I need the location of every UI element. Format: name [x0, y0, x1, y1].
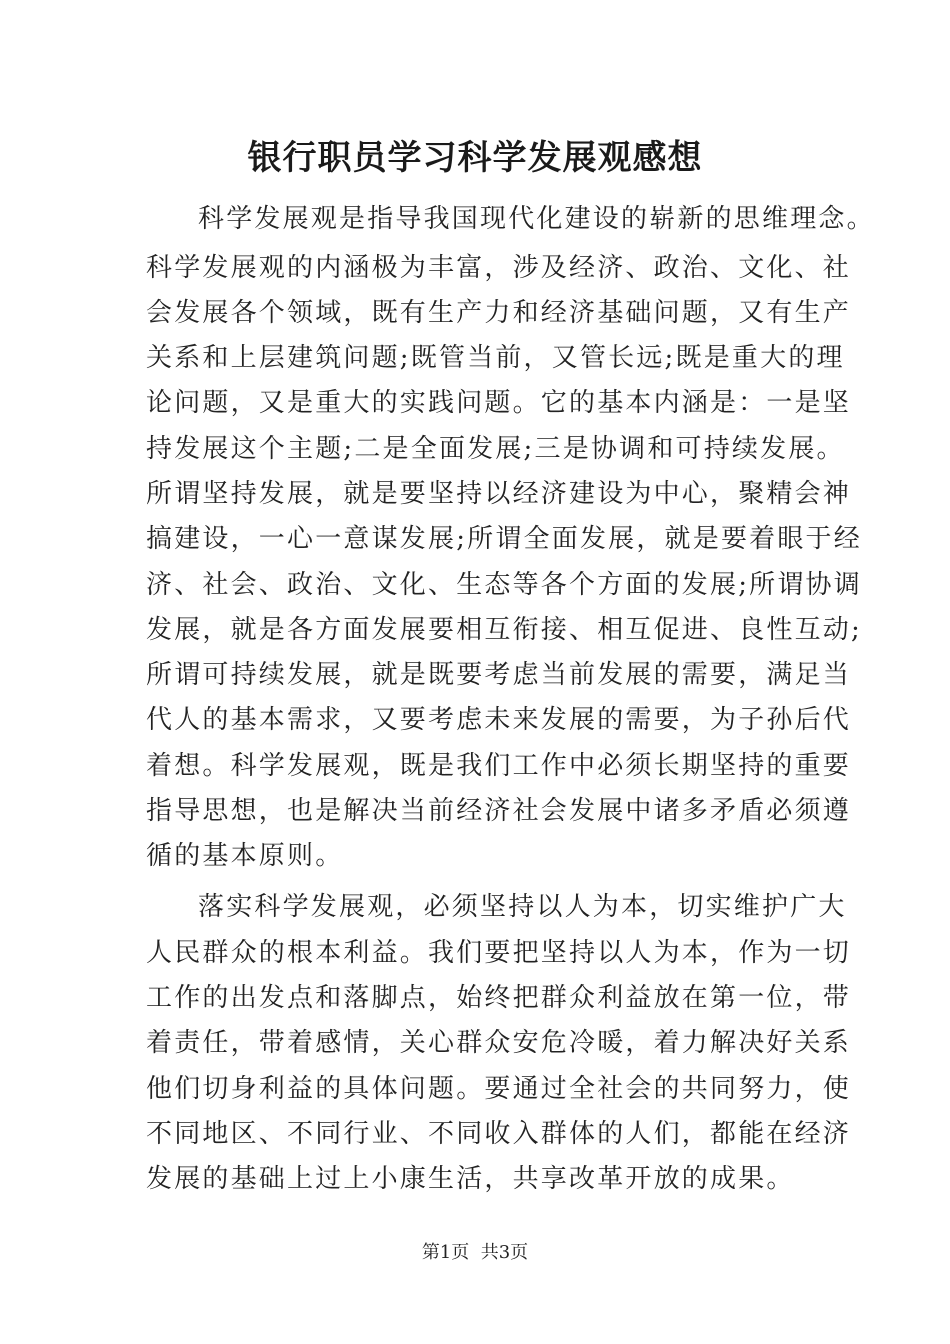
text-line: 着想。科学发展观，既是我们工作中必须长期坚持的重要 — [146, 751, 852, 781]
document-title: 银行职员学习科学发展观感想 — [247, 138, 703, 178]
text-line: 关系和上层建筑问题;既管当前，又管长远;既是重大的理 — [146, 343, 845, 373]
text-line: 他们切身利益的具体问题。要通过全社会的共同努力，使 — [146, 1074, 852, 1104]
text-line: 科学发展观是指导我国现代化建设的崭新的思维理念。 — [198, 204, 875, 234]
text-line: 所谓坚持发展，就是要坚持以经济建设为中心，聚精会神 — [146, 479, 852, 509]
text-line: 不同地区、不同行业、不同收入群体的人们，都能在经济 — [146, 1119, 852, 1149]
text-line: 论问题，又是重大的实践问题。它的基本内涵是：一是坚 — [146, 388, 852, 418]
page-number-footer: 第1页 共3页 — [421, 1242, 529, 1263]
text-line: 科学发展观的内涵极为丰富，涉及经济、政治、文化、社 — [146, 253, 852, 283]
text-line: 循的基本原则。 — [146, 841, 344, 871]
text-line: 落实科学发展观，必须坚持以人为本，切实维护广大 — [198, 892, 847, 922]
text-line: 发展，就是各方面发展要相互衔接、相互促进、良性互动; — [146, 615, 862, 645]
text-line: 代人的基本需求，又要考虑未来发展的需要，为子孙后代 — [146, 705, 852, 735]
text-line: 会发展各个领域，既有生产力和经济基础问题，又有生产 — [146, 298, 852, 328]
text-line: 所谓可持续发展，就是既要考虑当前发展的需要，满足当 — [146, 660, 852, 690]
text-line: 人民群众的根本利益。我们要把坚持以人为本，作为一切 — [146, 938, 852, 968]
text-line: 工作的出发点和落脚点，始终把群众利益放在第一位，带 — [146, 983, 852, 1013]
text-line: 搞建设，一心一意谋发展;所谓全面发展，就是要着眼于经 — [146, 524, 862, 554]
text-line: 济、社会、政治、文化、生态等各个方面的发展;所谓协调 — [146, 570, 862, 600]
text-line: 发展的基础上过上小康生活，共享改革开放的成果。 — [146, 1164, 795, 1194]
text-line: 持发展这个主题;二是全面发展;三是协调和可持续发展。 — [146, 434, 845, 464]
text-line: 指导思想，也是解决当前经济社会发展中诸多矛盾必须遵 — [146, 796, 852, 826]
text-line: 着责任，带着感情，关心群众安危冷暖，着力解决好关系 — [146, 1028, 852, 1058]
